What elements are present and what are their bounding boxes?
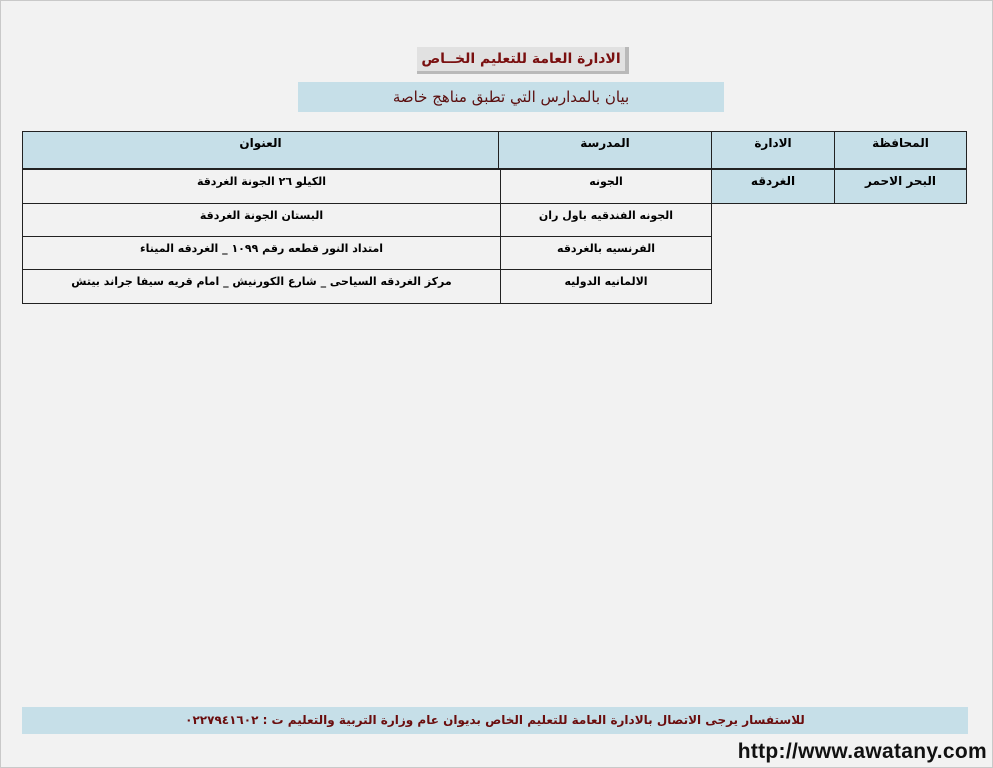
website-link[interactable]: http://www.awatany.com	[737, 740, 987, 763]
cell-address: امتداد النور قطعه رقم ١٠٩٩ _ الغردقه الميناء	[22, 236, 501, 270]
header-school: المدرسة	[498, 131, 712, 169]
cell-administration: الغردقه	[711, 169, 835, 204]
cell-address: البستان الجونة الغردقة	[22, 203, 501, 237]
header-address: العنوان	[22, 131, 499, 169]
page-subtitle: بيان بالمدارس التي تطبق مناهج خاصة	[298, 82, 724, 112]
cell-school: الجونه الفندقيه باول ران	[500, 203, 712, 237]
page-title: الادارة العامة للتعليم الخــاص	[417, 47, 629, 74]
cell-school: الالمانيه الدوليه	[500, 269, 712, 304]
header-administration: الادارة	[711, 131, 835, 169]
cell-address: الكيلو ٢٦ الجونة الغردقة	[22, 169, 501, 204]
cell-school: الجونه	[500, 169, 712, 204]
cell-governorate: البحر الاحمر	[834, 169, 967, 204]
header-governorate: المحافظة	[834, 131, 967, 169]
contact-footer: للاستفسار يرجى الاتصال بالادارة العامة للتعليم الخاص بديوان عام وزارة التربية والتعليم ت : ٠٢٢٧٩٤١٦٠٢	[22, 707, 968, 734]
cell-address: مركز الغردقه السياحى _ شارع الكورنيش _ امام قريه سيفا جراند بيتش	[22, 269, 501, 304]
cell-school: الفرنسيه بالغردقه	[500, 236, 712, 270]
